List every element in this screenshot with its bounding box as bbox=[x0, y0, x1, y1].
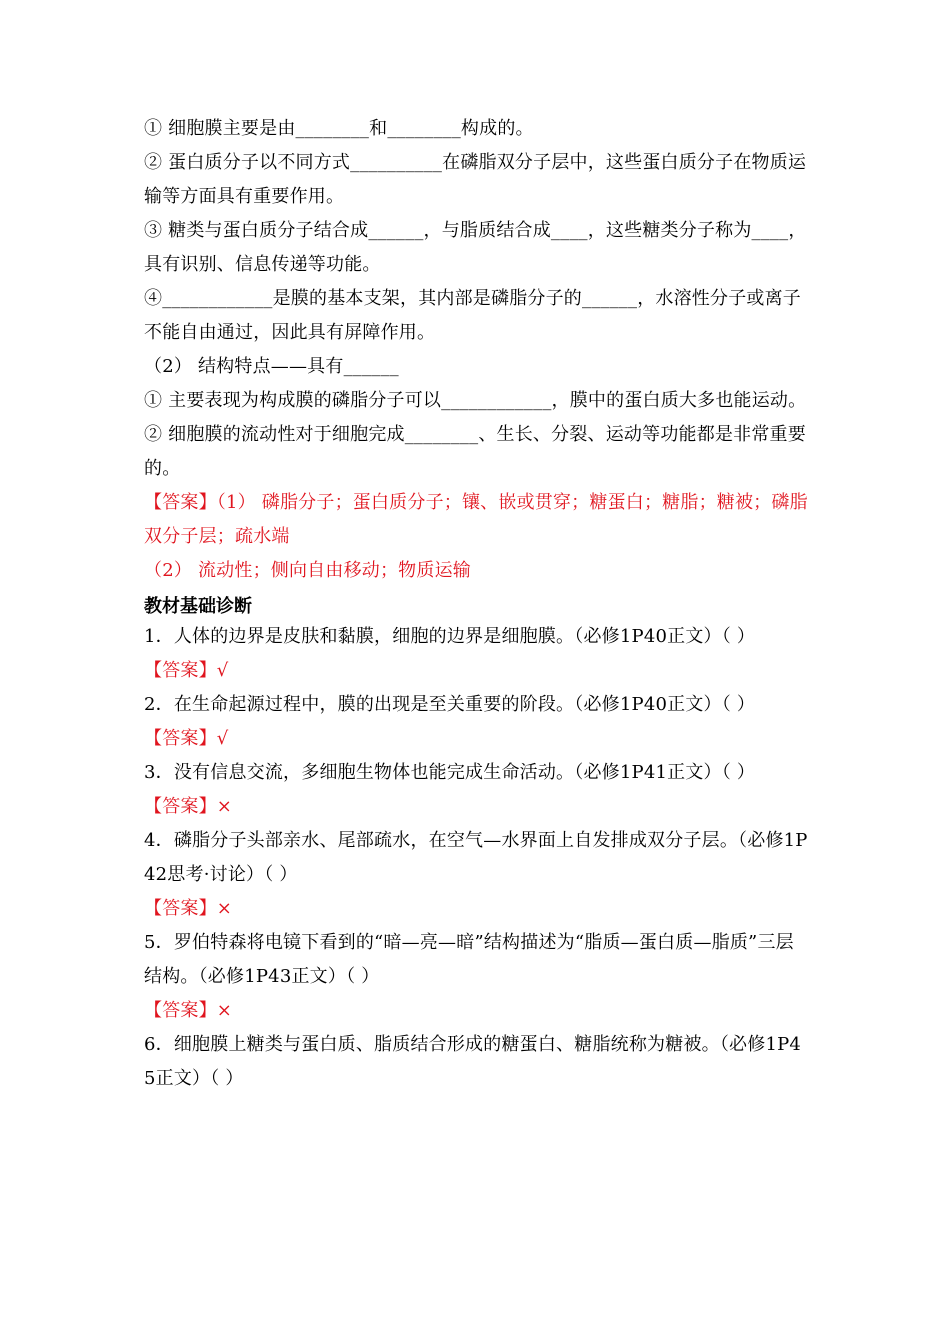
paragraph-structural-feature: （2） 结构特点——具有______ bbox=[144, 356, 399, 377]
question-item: 3．没有信息交流，多细胞生物体也能完成生命活动。（必修1P41正文）（ ） bbox=[144, 762, 756, 783]
paragraph-glycocalyx: ③ 糖类与蛋白质分子结合成______，与脂质结合成____，这些糖类分子称为____，具有识别、信息传递等功能。 bbox=[144, 220, 807, 275]
question-answer: 【答案】√ bbox=[144, 728, 229, 749]
question-answer: 【答案】× bbox=[144, 898, 233, 919]
paragraph-phospholipid-bilayer: ④____________是膜的基本支架，其内部是磷脂分子的______，水溶性分子或离子不能自由通过，因此具有屏障作用。 bbox=[144, 288, 801, 343]
paragraph-membrane-composition: ① 细胞膜主要是由________和________构成的。 bbox=[144, 118, 534, 139]
section-title: 教材基础诊断 bbox=[144, 596, 252, 617]
paragraph-fluidity-importance: ② 细胞膜的流动性对于细胞完成________、生长、分裂、运动等功能都是非常重要的。 bbox=[144, 424, 806, 479]
question-item: 6．细胞膜上糖类与蛋白质、脂质结合形成的糖蛋白、糖脂统称为糖被。（必修1P45正文）（ ） bbox=[144, 1034, 802, 1089]
answer-line-2: （2） 流动性；侧向自由移动；物质运输 bbox=[144, 560, 471, 581]
question-answer: 【答案】× bbox=[144, 1000, 233, 1021]
paragraph-protein-distribution: ② 蛋白质分子以不同方式__________在磷脂双分子层中，这些蛋白质分子在物质运输等方面具有重要作用。 bbox=[144, 152, 807, 207]
question-item: 1．人体的边界是皮肤和黏膜，细胞的边界是细胞膜。（必修1P40正文）（ ） bbox=[144, 626, 756, 647]
question-answer: 【答案】√ bbox=[144, 660, 229, 681]
question-item: 2．在生命起源过程中，膜的出现是至关重要的阶段。（必修1P40正文）（ ） bbox=[144, 694, 756, 715]
document-page bbox=[144, 112, 808, 1096]
paragraph-fluidity-manifestation: ① 主要表现为构成膜的磷脂分子可以____________，膜中的蛋白质大多也能运动。 bbox=[144, 390, 807, 411]
question-item: 5．罗伯特森将电镜下看到的“暗—亮—暗”结构描述为“脂质—蛋白质—脂质”三层结构。（必修1P43正文）（ ） bbox=[144, 932, 794, 987]
question-list bbox=[144, 620, 808, 1096]
question-item: 4．磷脂分子头部亲水、尾部疏水，在空气—水界面上自发排成双分子层。（必修1P42思考·讨论）（ ） bbox=[144, 830, 808, 885]
answer-line-1: 【答案】（1） 磷脂分子；蛋白质分子；镶、嵌或贯穿；糖蛋白；糖脂；糖被；磷脂双分子层；疏水端 bbox=[144, 492, 808, 547]
question-answer: 【答案】× bbox=[144, 796, 233, 817]
